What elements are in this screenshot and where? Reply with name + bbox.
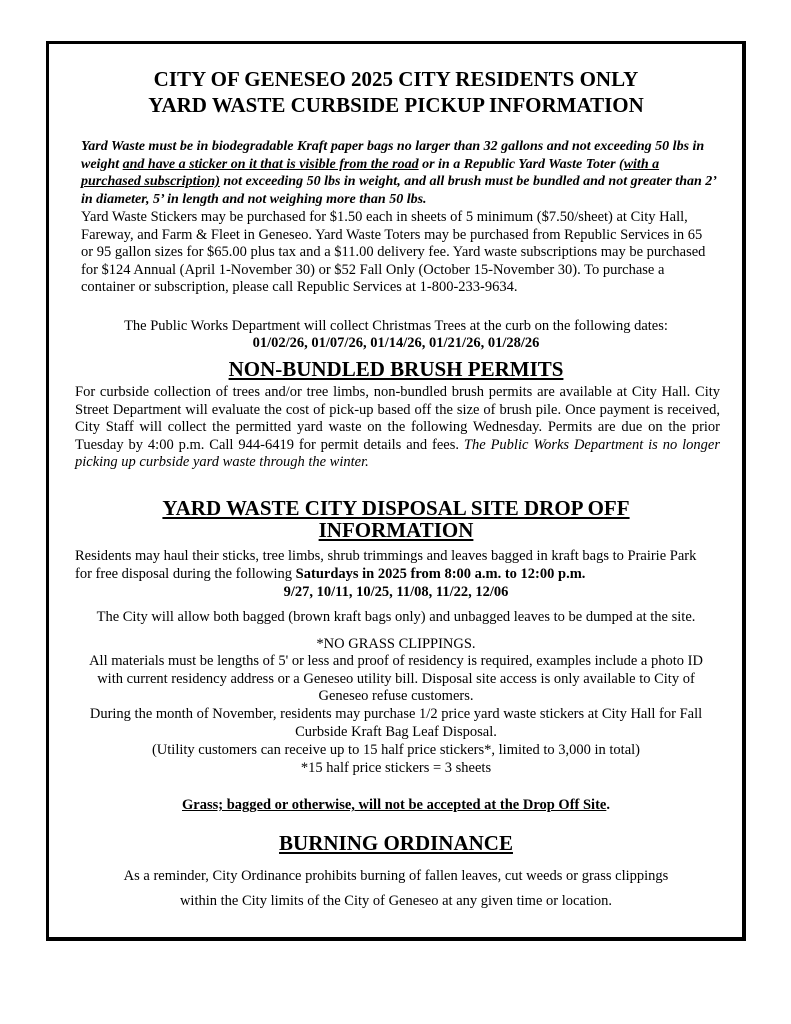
dropoff-text-body: Residents may haul their sticks, tree limbs, shrub trimmings and leaves bagged in kraft bags to Prairie Park for free disposal during the following bbox=[75, 548, 697, 582]
grass-warning bbox=[75, 797, 717, 815]
dropoff-saturdays: Saturdays in 2025 from 8:00 a.m. to 12:00 p.m. bbox=[295, 565, 586, 582]
dropoff-november: During the month of November, residents may purchase 1/2 price yard waste stickers at City Hall for Fall Curbside Kraft Bag Leaf Disposal. bbox=[89, 706, 703, 740]
grass-warning-period: . bbox=[606, 797, 610, 813]
burning-ordinance-heading: BURNING ORDINANCE bbox=[279, 831, 513, 855]
christmas-tree-dates: 01/02/26, 01/07/26, 01/14/26, 01/21/26, 01/28/26 bbox=[252, 335, 540, 351]
title-line-2: YARD WASTE CURBSIDE PICKUP INFORMATION bbox=[148, 93, 644, 117]
dropoff-heading-line-1: YARD WASTE CITY DISPOSAL SITE DROP OFF bbox=[162, 496, 630, 520]
brush-permits-heading: NON-BUNDLED BRUSH PERMITS bbox=[228, 357, 564, 381]
dropoff-text bbox=[75, 548, 705, 583]
intro-part-5: not exceeding 50 lbs in weight, and all brush must be bundled and not greater than 2’ in diameter, 5’ in length and not weighing more than 50 lbs. bbox=[81, 174, 716, 207]
christmas-tree-text: The Public Works Department will collect Christmas Trees at the curb on the following dates: bbox=[124, 318, 668, 334]
brush-permits-body: For curbside collection of trees and/or tree limbs, non-bundled brush permits are available at City Hall. City Street Department will evaluate the cost of pick-up based off the size of brush pile. Once payment is received, City Staff will collect the permitted yard waste on the following Wednesday. Permits are due on the prior Tuesday by 4:00 p.m. Call 944-6419 for permit details and fees. bbox=[75, 384, 720, 453]
grass-warning-text: Grass; bagged or otherwise, will not be accepted at the Drop Off Site bbox=[182, 797, 607, 813]
stickers-paragraph: Yard Waste Stickers may be purchased for $1.50 each in sheets of 5 minimum ($7.50/sheet) at City Hall, Fareway, and Farm & Fleet in Geneseo. Yard Waste Toters may be purchased from Republic Services in 65 or 95 gallon sizes for $65.00 plus tax and a $11.00 delivery fee. Yard waste subscriptions may be purchased for $124 Annual (April 1-November 30) or $52 Fall Only (October 15-November 30). To purchase a container or subscription, please call Republic Services at 1-800-233-9634. bbox=[81, 209, 706, 295]
dropoff-half-price: *15 half price stickers = 3 sheets bbox=[300, 760, 492, 776]
dropoff-materials: All materials must be lengths of 5' or less and proof of residency is required, examples include a photo ID with current residency address or a Geneseo utility bill. Disposal site access is only available to City of Geneseo refuse customers. bbox=[89, 653, 703, 704]
dropoff-bagged: The City will allow both bagged (brown kraft bags only) and unbagged leaves to be dumped at the site. bbox=[96, 609, 696, 625]
dropoff-no-grass: *NO GRASS CLIPPINGS. bbox=[316, 636, 476, 652]
intro-paragraph bbox=[81, 138, 717, 208]
burning-line-1: As a reminder, City Ordinance prohibits burning of fallen leaves, cut weeds or grass clippings bbox=[123, 868, 669, 884]
dropoff-utility: (Utility customers can receive up to 15 half price stickers*, limited to 3,000 in total) bbox=[151, 742, 641, 758]
intro-part-1: Yard Waste must be in biodegradable Kraft paper bags no larger than 32 gallons and not exceeding 50 lbs in weight bbox=[81, 139, 705, 172]
brush-permits-text bbox=[75, 384, 720, 472]
burning-line-2: within the City limits of the City of Geneseo at any given time or location. bbox=[179, 893, 613, 909]
dropoff-heading-line-2: INFORMATION bbox=[318, 518, 474, 542]
intro-sticker-requirement: and have a sticker on it that is visible from the road bbox=[122, 156, 419, 172]
title-line-1: CITY OF GENESEO 2025 CITY RESIDENTS ONLY bbox=[153, 67, 639, 91]
page-border bbox=[46, 41, 746, 941]
intro-subscription-note: with a purchased subscription) bbox=[81, 156, 660, 189]
dropoff-heading bbox=[75, 497, 717, 541]
brush-permits-note: The Public Works Department is no longer picking up curbside yard waste through the winter. bbox=[75, 436, 720, 470]
dropoff-dates: 9/27, 10/11, 10/25, 11/08, 11/22, 12/06 bbox=[283, 584, 509, 600]
intro-part-3: or in a Republic Yard Waste Toter ( bbox=[418, 156, 624, 172]
